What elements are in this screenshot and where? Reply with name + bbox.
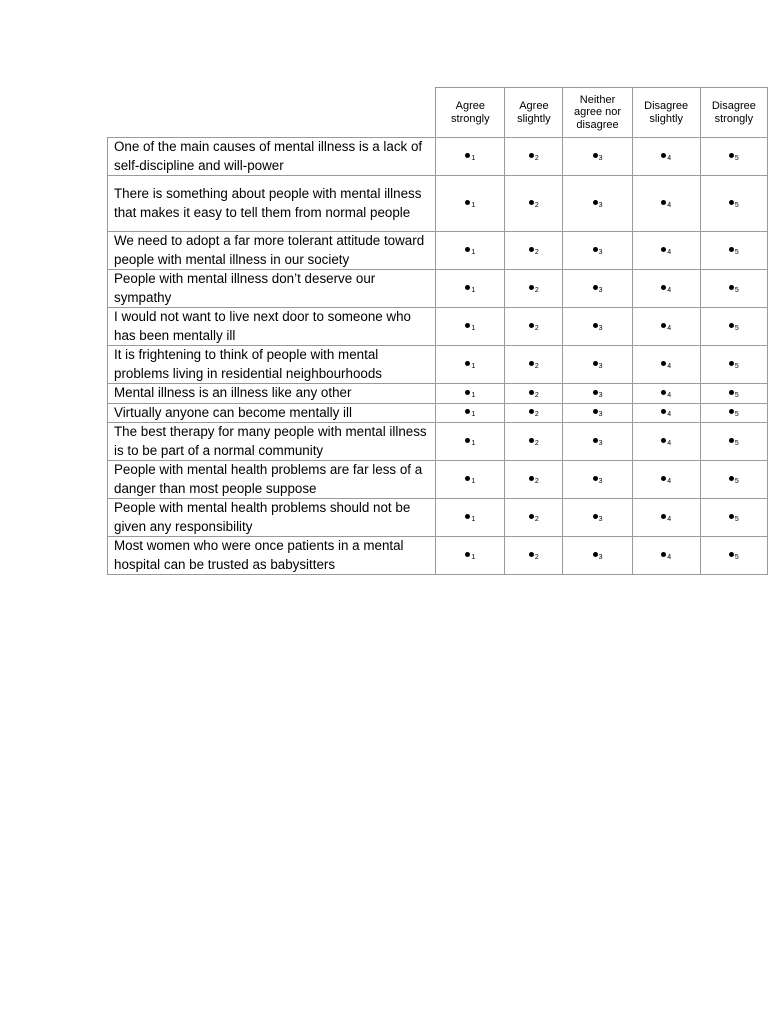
bullet-icon — [529, 514, 534, 519]
option-number: 3 — [598, 411, 603, 419]
statement-text: There is something about people with mental illness that makes it easy to tell them from normal people — [108, 176, 436, 232]
response-option-1[interactable] — [436, 537, 505, 575]
column-header-neither: Neither agree nor disagree — [563, 88, 632, 138]
bullet-icon — [729, 153, 734, 158]
bullet-icon — [661, 200, 666, 205]
survey-row — [108, 537, 768, 575]
bullet-icon — [729, 323, 734, 328]
response-option-5[interactable] — [700, 232, 767, 270]
bullet-icon — [465, 361, 470, 366]
bullet-icon — [593, 323, 598, 328]
survey-row — [108, 346, 768, 384]
bullet-icon — [529, 323, 534, 328]
statement-text: Most women who were once patients in a mental hospital can be trusted as babysitters — [108, 537, 436, 575]
option-number: 4 — [667, 553, 672, 561]
option-number: 2 — [534, 477, 539, 485]
response-option-1[interactable] — [436, 176, 505, 232]
bullet-icon — [729, 409, 734, 414]
response-option-2[interactable] — [505, 270, 563, 308]
bullet-icon — [465, 285, 470, 290]
response-option-2[interactable] — [505, 232, 563, 270]
option-number: 3 — [598, 324, 603, 332]
response-option-5[interactable] — [700, 403, 767, 423]
statement-text: Virtually anyone can become mentally ill — [108, 403, 436, 423]
bullet-icon — [465, 409, 470, 414]
response-option-2[interactable] — [505, 176, 563, 232]
option-number: 4 — [667, 515, 672, 523]
option-number: 1 — [471, 201, 476, 209]
response-option-4[interactable] — [632, 308, 700, 346]
bullet-icon — [529, 438, 534, 443]
option-number: 3 — [598, 553, 603, 561]
option-number: 5 — [734, 154, 739, 162]
bullet-icon — [465, 247, 470, 252]
option-number: 4 — [667, 154, 672, 162]
survey-row — [108, 138, 768, 176]
option-number: 5 — [734, 411, 739, 419]
response-option-4[interactable] — [632, 176, 700, 232]
response-option-3[interactable] — [563, 138, 632, 176]
column-header-agree-slightly: Agree slightly — [505, 88, 563, 138]
header-row — [108, 88, 768, 138]
response-option-1[interactable] — [436, 270, 505, 308]
response-option-3[interactable] — [563, 537, 632, 575]
option-number: 3 — [598, 154, 603, 162]
response-option-2[interactable] — [505, 461, 563, 499]
bullet-icon — [529, 153, 534, 158]
bullet-icon — [661, 323, 666, 328]
option-number: 5 — [734, 515, 739, 523]
response-option-2[interactable] — [505, 346, 563, 384]
bullet-icon — [529, 409, 534, 414]
response-option-4[interactable] — [632, 403, 700, 423]
option-number: 4 — [667, 248, 672, 256]
bullet-icon — [593, 476, 598, 481]
bullet-icon — [729, 552, 734, 557]
survey-row — [108, 403, 768, 423]
response-option-5[interactable] — [700, 308, 767, 346]
option-number: 3 — [598, 439, 603, 447]
bullet-icon — [593, 285, 598, 290]
response-option-1[interactable] — [436, 384, 505, 404]
bullet-icon — [465, 476, 470, 481]
bullet-icon — [729, 438, 734, 443]
response-option-3[interactable] — [563, 461, 632, 499]
bullet-icon — [661, 476, 666, 481]
survey-row — [108, 270, 768, 308]
option-number: 1 — [471, 248, 476, 256]
response-option-2[interactable] — [505, 499, 563, 537]
option-number: 2 — [534, 201, 539, 209]
bullet-icon — [729, 514, 734, 519]
response-option-2[interactable] — [505, 138, 563, 176]
bullet-icon — [593, 438, 598, 443]
option-number: 2 — [534, 286, 539, 294]
bullet-icon — [661, 390, 666, 395]
response-option-3[interactable] — [563, 176, 632, 232]
column-header-disagree-slightly: Disagree slightly — [632, 88, 700, 138]
response-option-4[interactable] — [632, 270, 700, 308]
response-option-2[interactable] — [505, 403, 563, 423]
survey-row — [108, 176, 768, 232]
bullet-icon — [661, 247, 666, 252]
response-option-4[interactable] — [632, 461, 700, 499]
option-number: 4 — [667, 286, 672, 294]
bullet-icon — [729, 476, 734, 481]
survey-row — [108, 384, 768, 404]
bullet-icon — [529, 361, 534, 366]
option-number: 2 — [534, 391, 539, 399]
response-option-1[interactable] — [436, 138, 505, 176]
bullet-icon — [529, 476, 534, 481]
response-option-5[interactable] — [700, 176, 767, 232]
column-header-agree-strongly: Agree strongly — [436, 88, 505, 138]
bullet-icon — [593, 361, 598, 366]
response-option-3[interactable] — [563, 270, 632, 308]
bullet-icon — [593, 409, 598, 414]
response-option-3[interactable] — [563, 384, 632, 404]
bullet-icon — [465, 390, 470, 395]
response-option-3[interactable] — [563, 499, 632, 537]
statement-text: It is frightening to think of people with mental problems living in residential neighbourhoods — [108, 346, 436, 384]
response-option-5[interactable] — [700, 384, 767, 404]
option-number: 5 — [734, 362, 739, 370]
bullet-icon — [661, 285, 666, 290]
response-option-5[interactable] — [700, 270, 767, 308]
bullet-icon — [661, 361, 666, 366]
option-number: 2 — [534, 515, 539, 523]
option-number: 3 — [598, 248, 603, 256]
response-option-1[interactable] — [436, 461, 505, 499]
bullet-icon — [661, 514, 666, 519]
bullet-icon — [529, 285, 534, 290]
response-option-1[interactable] — [436, 423, 505, 461]
survey-row — [108, 308, 768, 346]
response-option-4[interactable] — [632, 138, 700, 176]
bullet-icon — [593, 200, 598, 205]
option-number: 3 — [598, 201, 603, 209]
response-option-1[interactable] — [436, 403, 505, 423]
option-number: 1 — [471, 515, 476, 523]
response-option-4[interactable] — [632, 384, 700, 404]
statement-text: People with mental health problems are far less of a danger than most people suppose — [108, 461, 436, 499]
bullet-icon — [465, 200, 470, 205]
option-number: 3 — [598, 362, 603, 370]
option-number: 5 — [734, 391, 739, 399]
option-number: 5 — [734, 248, 739, 256]
response-option-3[interactable] — [563, 423, 632, 461]
response-option-2[interactable] — [505, 537, 563, 575]
bullet-icon — [729, 200, 734, 205]
response-option-3[interactable] — [563, 346, 632, 384]
response-option-3[interactable] — [563, 403, 632, 423]
response-option-5[interactable] — [700, 499, 767, 537]
response-option-3[interactable] — [563, 232, 632, 270]
response-option-5[interactable] — [700, 423, 767, 461]
bullet-icon — [529, 200, 534, 205]
option-number: 2 — [534, 154, 539, 162]
response-option-1[interactable] — [436, 232, 505, 270]
option-number: 2 — [534, 439, 539, 447]
statement-text: I would not want to live next door to someone who has been mentally ill — [108, 308, 436, 346]
bullet-icon — [465, 514, 470, 519]
response-option-5[interactable] — [700, 346, 767, 384]
bullet-icon — [465, 438, 470, 443]
option-number: 1 — [471, 324, 476, 332]
option-number: 5 — [734, 286, 739, 294]
response-option-4[interactable] — [632, 232, 700, 270]
option-number: 5 — [734, 477, 739, 485]
option-number: 4 — [667, 324, 672, 332]
response-option-5[interactable] — [700, 537, 767, 575]
option-number: 1 — [471, 154, 476, 162]
option-number: 1 — [471, 411, 476, 419]
bullet-icon — [593, 552, 598, 557]
option-number: 4 — [667, 439, 672, 447]
response-option-4[interactable] — [632, 346, 700, 384]
bullet-icon — [661, 409, 666, 414]
response-option-5[interactable] — [700, 461, 767, 499]
survey-row — [108, 461, 768, 499]
response-option-5[interactable] — [700, 138, 767, 176]
survey-body — [108, 138, 768, 575]
attitude-survey-table — [107, 87, 768, 575]
option-number: 2 — [534, 411, 539, 419]
option-number: 3 — [598, 477, 603, 485]
response-option-1[interactable] — [436, 346, 505, 384]
option-number: 5 — [734, 324, 739, 332]
survey-row — [108, 232, 768, 270]
option-number: 5 — [734, 553, 739, 561]
option-number: 1 — [471, 286, 476, 294]
response-option-3[interactable] — [563, 308, 632, 346]
statement-text: We need to adopt a far more tolerant attitude toward people with mental illness in our society — [108, 232, 436, 270]
option-number: 1 — [471, 553, 476, 561]
bullet-icon — [729, 390, 734, 395]
bullet-icon — [593, 390, 598, 395]
header-blank-cell — [108, 88, 436, 138]
bullet-icon — [465, 552, 470, 557]
survey-row — [108, 499, 768, 537]
option-number: 5 — [734, 439, 739, 447]
response-option-2[interactable] — [505, 308, 563, 346]
option-number: 4 — [667, 477, 672, 485]
response-option-4[interactable] — [632, 537, 700, 575]
statement-text: One of the main causes of mental illness is a lack of self-discipline and will-power — [108, 138, 436, 176]
statement-text: The best therapy for many people with mental illness is to be part of a normal community — [108, 423, 436, 461]
response-option-2[interactable] — [505, 384, 563, 404]
bullet-icon — [465, 323, 470, 328]
column-header-disagree-strongly: Disagree strongly — [700, 88, 767, 138]
option-number: 2 — [534, 362, 539, 370]
bullet-icon — [729, 247, 734, 252]
option-number: 5 — [734, 201, 739, 209]
statement-text: People with mental illness don’t deserve our sympathy — [108, 270, 436, 308]
option-number: 2 — [534, 324, 539, 332]
bullet-icon — [661, 552, 666, 557]
option-number: 1 — [471, 362, 476, 370]
option-number: 4 — [667, 362, 672, 370]
bullet-icon — [593, 153, 598, 158]
option-number: 3 — [598, 515, 603, 523]
bullet-icon — [661, 153, 666, 158]
response-option-2[interactable] — [505, 423, 563, 461]
option-number: 4 — [667, 391, 672, 399]
bullet-icon — [529, 247, 534, 252]
option-number: 2 — [534, 248, 539, 256]
bullet-icon — [729, 361, 734, 366]
bullet-icon — [729, 285, 734, 290]
response-option-4[interactable] — [632, 423, 700, 461]
statement-text: People with mental health problems should not be given any responsibility — [108, 499, 436, 537]
option-number: 1 — [471, 477, 476, 485]
bullet-icon — [465, 153, 470, 158]
response-option-1[interactable] — [436, 499, 505, 537]
bullet-icon — [529, 390, 534, 395]
bullet-icon — [529, 552, 534, 557]
response-option-4[interactable] — [632, 499, 700, 537]
option-number: 4 — [667, 411, 672, 419]
bullet-icon — [593, 514, 598, 519]
survey-row — [108, 423, 768, 461]
option-number: 1 — [471, 391, 476, 399]
bullet-icon — [593, 247, 598, 252]
response-option-1[interactable] — [436, 308, 505, 346]
statement-text: Mental illness is an illness like any other — [108, 384, 436, 404]
option-number: 3 — [598, 286, 603, 294]
bullet-icon — [661, 438, 666, 443]
option-number: 2 — [534, 553, 539, 561]
option-number: 3 — [598, 391, 603, 399]
option-number: 1 — [471, 439, 476, 447]
option-number: 4 — [667, 201, 672, 209]
